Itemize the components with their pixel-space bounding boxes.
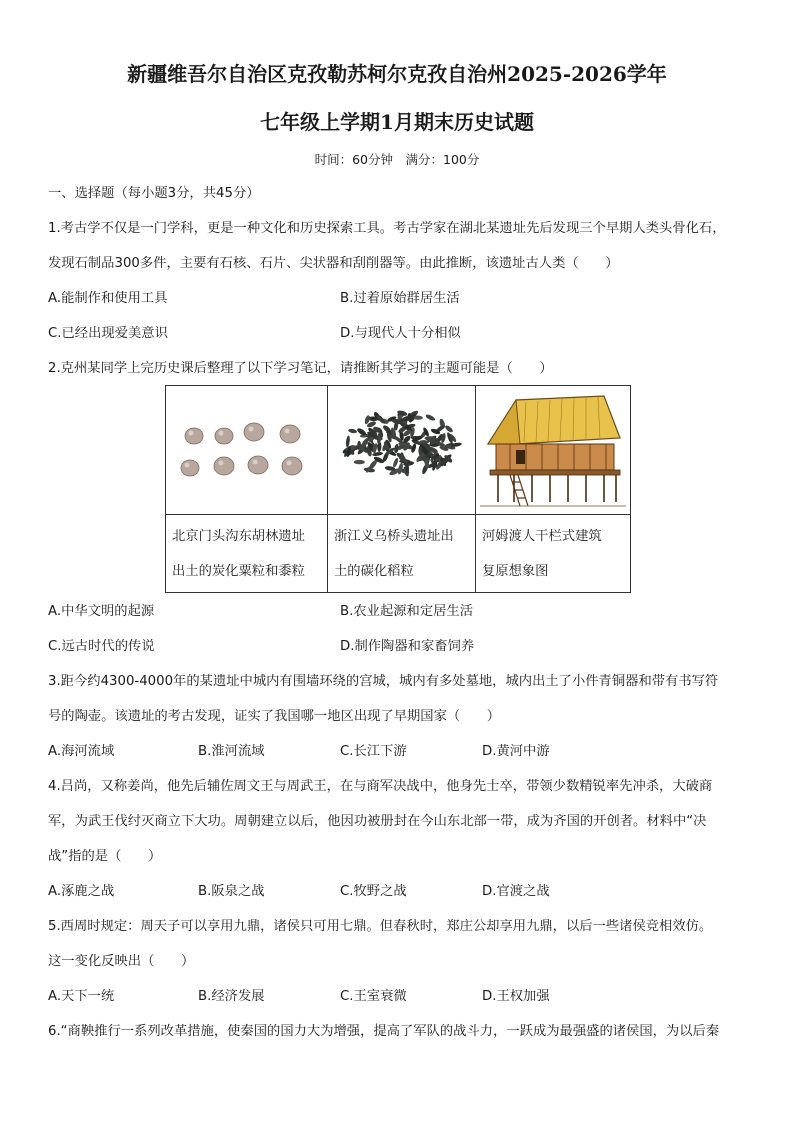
question-3-stem-line1: 3.距今约4300-4000年的某遗址中城内有围墙环绕的宫城，城内有多处墓地，城内出土了小件青铜器和带有书写符 (48, 674, 719, 689)
question-4-option-a[interactable]: A.涿鹿之战 (48, 884, 115, 899)
question-5-option-a[interactable]: A.天下一统 (48, 989, 115, 1004)
question-2-option-c[interactable]: C.远古时代的传说 (48, 639, 155, 654)
stilt-house-image-cell (476, 386, 631, 515)
rice-image-cell (328, 386, 476, 515)
question-3-option-a[interactable]: A.海河流域 (48, 744, 115, 759)
question-4-option-c[interactable]: C.牧野之战 (340, 884, 407, 899)
question-1-option-c[interactable]: C.已经出现爱美意识 (48, 326, 168, 341)
question-3-option-d[interactable]: D.黄河中游 (482, 744, 550, 759)
stilt-house-illustration (476, 386, 630, 514)
question-1-option-a[interactable]: A.能制作和使用工具 (48, 291, 168, 306)
question-5-stem-line2: 这一变化反映出（ ） (48, 954, 195, 969)
millet-image-cell (166, 386, 328, 515)
exam-title-line2: 七年级上学期1月期末历史试题 (260, 110, 534, 134)
caption-millet (166, 515, 328, 593)
question-5-option-b[interactable]: B.经济发展 (198, 989, 265, 1004)
question-1-stem-line1: 1.考古学不仅是一门学科，更是一种文化和历史探索工具。考古学家在湖北某遗址先后发现三个早期人类头骨化石， (48, 221, 726, 236)
question-2-option-b[interactable]: B.农业起源和定居生活 (340, 604, 474, 619)
question-2-option-a[interactable]: A.中华文明的起源 (48, 604, 155, 619)
question-4-stem-line3: 战”指的是（ ） (48, 849, 162, 864)
caption-rice-line1: 浙江义乌桥头遗址出 (334, 529, 454, 544)
caption-millet-line2: 出土的炭化粟粒和黍粒 (172, 564, 305, 579)
question-2-stem: 2.克州某同学上完历史课后整理了以下学习笔记，请推断其学习的主题可能是（ ） (48, 361, 553, 376)
caption-millet-line1: 北京门头沟东胡林遗址 (172, 529, 305, 544)
section-heading: 一、选择题（每小题3分，共45分） (48, 186, 260, 201)
caption-rice (328, 515, 476, 593)
question-5-option-c[interactable]: C.王室衰微 (340, 989, 407, 1004)
question-4-option-d[interactable]: D.官渡之战 (482, 884, 550, 899)
caption-stilt-house-line2: 复原想象图 (482, 564, 549, 579)
question-3-stem-line2: 号的陶壶。该遗址的考古发现，证实了我国哪一地区出现了早期国家（ ） (48, 709, 501, 724)
question-2-option-d[interactable]: D.制作陶器和家畜饲养 (340, 639, 475, 654)
carbonized-rice-image (328, 386, 475, 514)
caption-stilt-house-line1: 河姆渡人干栏式建筑 (482, 529, 602, 544)
question-3-option-c[interactable]: C.长江下游 (340, 744, 407, 759)
caption-stilt-house (476, 515, 631, 593)
question-5-option-d[interactable]: D.王权加强 (482, 989, 550, 1004)
question-6-stem-line1: 6.“商鞅推行一系列改革措施，使秦国的国力大为增强，提高了军队的战斗力，一跃成为最强盛的诸侯国，为以后秦 (48, 1024, 720, 1039)
millet-grains-image (166, 386, 327, 514)
caption-rice-line2: 土的碳化稻粒 (334, 564, 414, 579)
question-2-image-table (165, 385, 631, 593)
question-1-option-d[interactable]: D.与现代人十分相似 (340, 326, 461, 341)
question-1-option-b[interactable]: B.过着原始群居生活 (340, 291, 460, 306)
exam-meta: 时间：60分钟 满分：100分 (314, 152, 480, 167)
exam-title-line1: 新疆维吾尔自治区克孜勒苏柯尔克孜自治州2025-2026学年 (127, 62, 667, 86)
question-3-option-b[interactable]: B.淮河流域 (198, 744, 265, 759)
question-4-stem-line1: 4.吕尚，又称姜尚，他先后辅佐周文王与周武王，在与商军决战中，他身先士卒，带领少数精锐率先冲杀，大破商 (48, 779, 713, 794)
question-4-stem-line2: 军，为武王伐纣灭商立下大功。周朝建立以后，他因功被册封在今山东北部一带，成为齐国的开创者。材料中“决 (48, 814, 707, 829)
question-5-stem-line1: 5.西周时规定：周天子可以享用九鼎，诸侯只可用七鼎。但春秋时，郑庄公却享用九鼎，以后一些诸侯竞相效仿。 (48, 919, 713, 934)
question-1-stem-line2: 发现石制品300多件，主要有石核、石片、尖状器和刮削器等。由此推断，该遗址古人类（ ） (48, 256, 619, 271)
question-4-option-b[interactable]: B.阪泉之战 (198, 884, 265, 899)
